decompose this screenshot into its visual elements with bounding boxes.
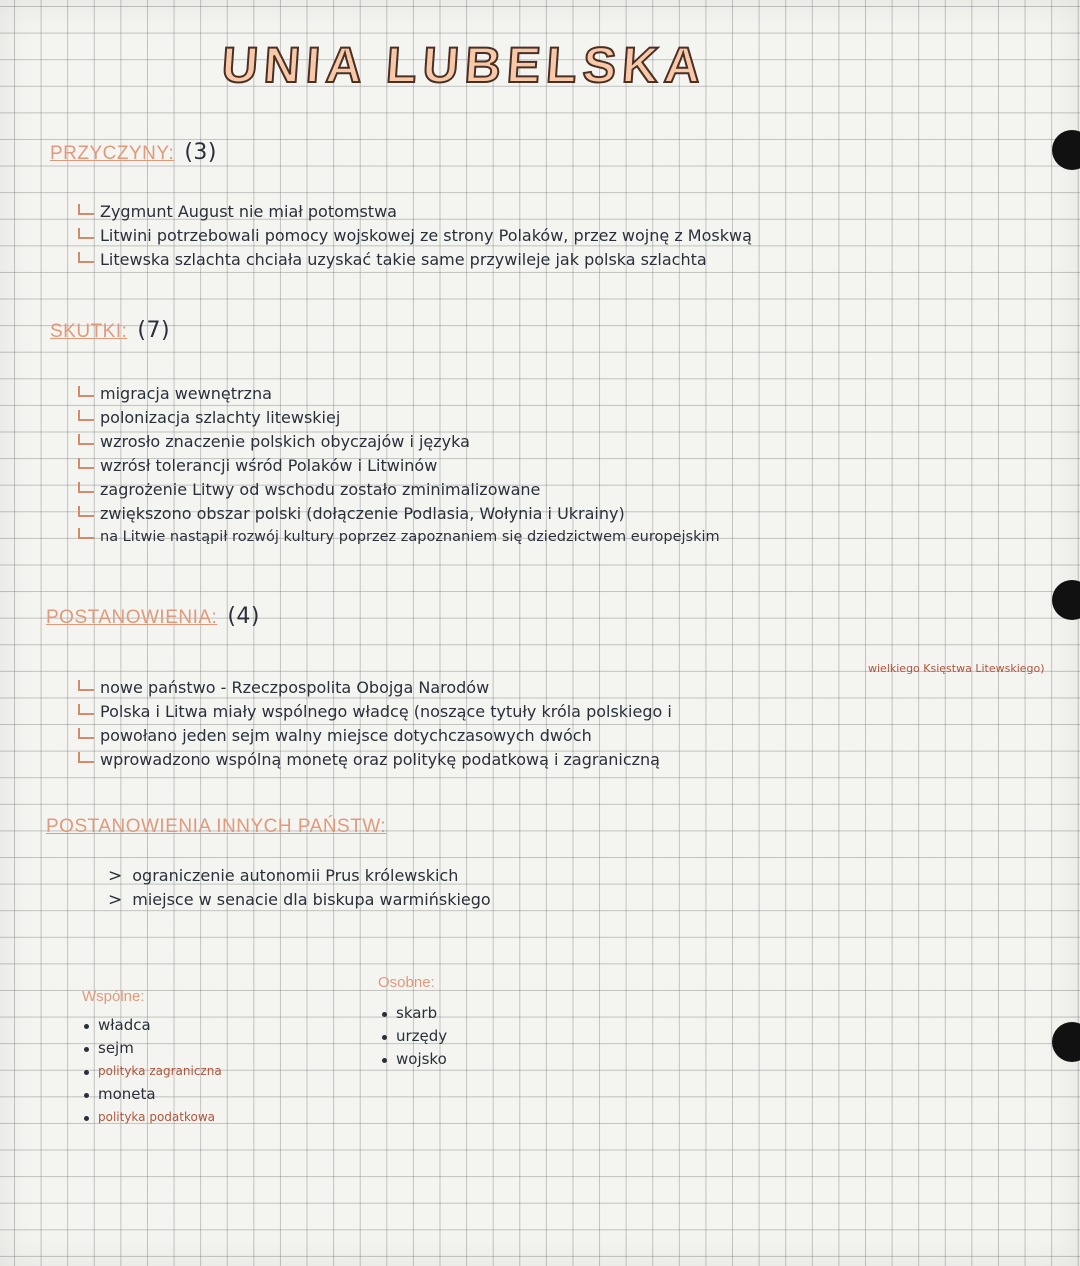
effect-item-text: wzrosło znaczenie polskich obyczajów i języka — [100, 432, 470, 451]
provisions-count: (4) — [227, 604, 261, 629]
effect-item-text: zagrożenie Litwy od wschodu zostało zminimalizowane — [100, 480, 541, 499]
list-item: wojsko — [380, 1048, 447, 1071]
cause-item — [78, 202, 397, 221]
list-item: władca — [82, 1014, 222, 1037]
arrow-icon — [78, 410, 94, 421]
effect-item-text: migracja wewnętrzna — [100, 384, 272, 403]
effect-item — [78, 480, 540, 499]
arrow-icon — [78, 704, 94, 715]
cause-item — [78, 250, 707, 269]
cause-item — [78, 226, 752, 245]
effect-item — [78, 456, 437, 475]
binder-hole — [1052, 1022, 1080, 1062]
provisions-heading — [46, 604, 260, 629]
effect-item — [78, 504, 625, 523]
list-item: skarb — [380, 1002, 447, 1025]
effect-item — [78, 408, 340, 427]
arrow-icon — [78, 458, 94, 469]
effects-heading-label: SKUTKI: — [50, 321, 128, 342]
arrow-icon — [78, 434, 94, 445]
list-item: polityka zagraniczna — [82, 1060, 222, 1083]
effect-item-text: wzrósł tolerancji wśród Polaków i Litwinów — [100, 456, 438, 475]
provision-item — [78, 750, 660, 769]
other-state-item — [108, 866, 458, 886]
effect-item-text: zwiększono obszar polski (dołączenie Podlasia, Wołynia i Ukrainy) — [100, 504, 625, 523]
provision-item — [78, 702, 672, 721]
separate-heading: Osobne: — [378, 974, 435, 991]
binder-hole — [1052, 130, 1080, 170]
other-states-heading: POSTANOWIENIA INNYCH PAŃSTW: — [46, 816, 387, 837]
arrow-icon — [78, 252, 94, 263]
provision-item-text: powołano jeden sejm walny miejsce dotychczasowych dwóch — [100, 726, 592, 745]
other-state-item-text: ograniczenie autonomii Prus królewskich — [132, 866, 459, 885]
chevron-right-icon: > — [108, 890, 123, 910]
provision-item-tail: wielkiego Księstwa Litewskiego) — [868, 662, 1045, 675]
effect-item-text: na Litwie nastąpił rozwój kultury poprzez zapoznaniem się dziedzictwem europejskim — [100, 529, 720, 545]
arrow-icon — [78, 482, 94, 493]
arrow-icon — [78, 506, 94, 517]
list-item: polityka podatkowa — [82, 1106, 222, 1129]
effect-item — [78, 432, 470, 451]
cause-item-text: Litewska szlachta chciała uzyskać takie same przywileje jak polska szlachta — [100, 250, 707, 269]
effects-heading — [50, 318, 170, 343]
arrow-icon — [78, 680, 94, 691]
causes-heading — [50, 140, 217, 165]
provision-item — [78, 678, 489, 697]
effect-item-text: polonizacja szlachty litewskiej — [100, 408, 341, 427]
arrow-icon — [78, 228, 94, 239]
list-item: sejm — [82, 1037, 222, 1060]
chevron-right-icon: > — [108, 866, 123, 886]
cause-item-text: Litwini potrzebowali pomocy wojskowej ze strony Polaków, przez wojnę z Moskwą — [100, 226, 752, 245]
binder-hole — [1052, 580, 1080, 620]
page-title: UNIA LUBELSKA — [220, 37, 709, 93]
list-item: urzędy — [380, 1025, 447, 1048]
effect-item — [78, 384, 272, 403]
other-state-item — [108, 890, 491, 910]
arrow-icon — [78, 752, 94, 763]
list-item: moneta — [82, 1083, 222, 1106]
cause-item-text: Zygmunt August nie miał potomstwa — [100, 202, 397, 221]
effects-count: (7) — [137, 318, 171, 343]
provisions-heading-label: POSTANOWIENIA: — [46, 607, 218, 628]
provision-item-text: nowe państwo - Rzeczpospolita Obojga Narodów — [100, 678, 490, 697]
provision-item-text: Polska i Litwa miały wspólnego władcę (noszące tytuły króla polskiego i — [100, 702, 672, 721]
causes-heading-label: PRZYCZYNY: — [50, 143, 175, 164]
arrow-icon — [78, 386, 94, 397]
effect-item — [78, 528, 720, 545]
common-heading: Wspólne: — [82, 988, 145, 1005]
causes-count: (3) — [184, 140, 217, 165]
provision-item-text: wprowadzono wspólną monetę oraz politykę podatkową i zagraniczną — [100, 750, 660, 769]
separate-list — [380, 1002, 447, 1071]
common-list — [82, 1014, 222, 1129]
arrow-icon — [78, 728, 94, 739]
arrow-icon — [78, 204, 94, 215]
other-state-item-text: miejsce w senacie dla biskupa warmińskiego — [132, 890, 491, 909]
arrow-icon — [78, 528, 94, 539]
provision-item — [78, 726, 592, 745]
